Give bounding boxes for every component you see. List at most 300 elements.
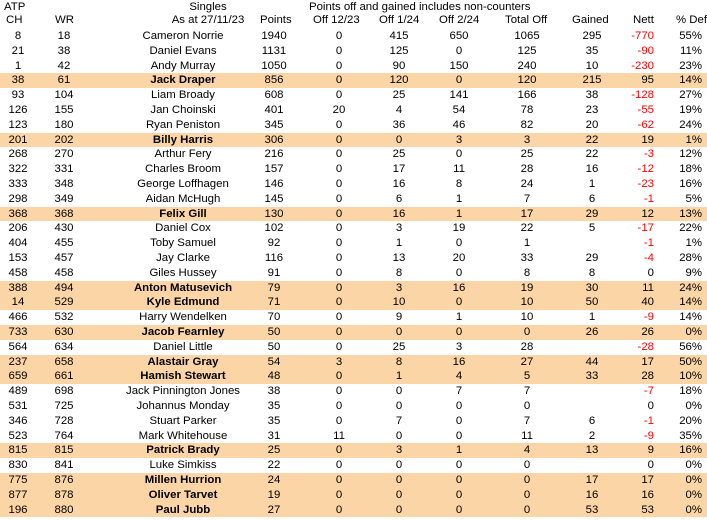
cell-off-1-24: 8 bbox=[395, 355, 403, 368]
cell-nett: 53 bbox=[641, 503, 654, 516]
cell-nett: -1 bbox=[643, 414, 654, 427]
cell-total-off: 17 bbox=[520, 207, 534, 220]
cell-nett: 26 bbox=[641, 326, 654, 338]
cell-total-off: 120 bbox=[517, 74, 537, 87]
cell-pct-def: 12% bbox=[679, 148, 702, 161]
cell-off-1-24: 3 bbox=[395, 281, 403, 294]
cell-gained: 30 bbox=[585, 281, 599, 294]
cell-nett: 0 bbox=[647, 266, 654, 279]
cell-off-1-24: 0 bbox=[395, 474, 403, 486]
table-row bbox=[0, 325, 707, 340]
cell-points: 38 bbox=[267, 385, 281, 398]
table-row bbox=[0, 177, 707, 192]
cell-gained bbox=[570, 384, 614, 399]
cell-pct-def: 14% bbox=[679, 311, 702, 324]
table-row bbox=[0, 88, 707, 103]
header-off-1-24: Off 1/24 bbox=[379, 14, 420, 26]
cell-wr: 698 bbox=[54, 385, 74, 398]
cell-off-12-23: 0 bbox=[335, 237, 343, 250]
cell-ch: 815 bbox=[8, 444, 28, 457]
cell-gained: 20 bbox=[585, 118, 599, 131]
cell-gained: 10 bbox=[585, 59, 599, 72]
cell-total-off: 10 bbox=[520, 311, 534, 324]
cell-off-2-24: 0 bbox=[455, 326, 463, 338]
cell-off-2-24: 19 bbox=[452, 222, 466, 235]
cell-player-name: Charles Broom bbox=[145, 163, 221, 176]
cell-pct-def: 18% bbox=[679, 163, 702, 176]
cell-gained: 29 bbox=[585, 207, 599, 220]
cell-off-2-24: 141 bbox=[449, 89, 469, 102]
cell-off-12-23: 0 bbox=[335, 118, 343, 131]
cell-wr: 349 bbox=[54, 192, 74, 205]
cell-gained: 17 bbox=[585, 474, 599, 486]
header-off-2-24: Off 2/24 bbox=[439, 14, 480, 26]
cell-off-12-23: 0 bbox=[335, 326, 343, 338]
cell-off-12-23: 0 bbox=[335, 296, 343, 309]
cell-off-12-23: 0 bbox=[335, 459, 343, 472]
cell-off-12-23: 0 bbox=[335, 414, 343, 427]
cell-player-name: Daniel Evans bbox=[149, 44, 217, 57]
table-row bbox=[0, 44, 707, 59]
cell-off-12-23: 0 bbox=[335, 311, 343, 324]
cell-off-1-24: 16 bbox=[392, 207, 406, 220]
cell-player-name: Aidan McHugh bbox=[145, 192, 221, 205]
cell-gained: 6 bbox=[588, 414, 596, 427]
cell-nett: 95 bbox=[641, 74, 654, 87]
cell-wr: 634 bbox=[54, 340, 74, 353]
header-off-12-23: Off 12/23 bbox=[313, 14, 360, 26]
cell-player-name: Andy Murray bbox=[150, 59, 216, 72]
cell-off-12-23: 0 bbox=[335, 222, 343, 235]
cell-wr: 532 bbox=[54, 311, 74, 324]
cell-off-12-23: 0 bbox=[335, 503, 343, 516]
table-row bbox=[0, 29, 707, 44]
cell-gained bbox=[570, 399, 614, 414]
cell-total-off: 0 bbox=[523, 459, 531, 472]
cell-off-2-24: 1 bbox=[455, 311, 463, 324]
cell-points: 608 bbox=[264, 89, 284, 102]
cell-nett: -7 bbox=[643, 385, 654, 398]
cell-off-2-24: 16 bbox=[452, 355, 466, 368]
header-as-at: As at 27/11/23 bbox=[171, 14, 245, 26]
cell-pct-def: 35% bbox=[679, 429, 702, 442]
table-row bbox=[0, 355, 707, 370]
table-row bbox=[0, 429, 707, 444]
cell-total-off: 33 bbox=[520, 252, 534, 264]
cell-off-12-23: 0 bbox=[335, 400, 343, 412]
cell-off-2-24: 150 bbox=[449, 59, 469, 72]
cell-wr: 725 bbox=[54, 400, 74, 412]
cell-off-1-24: 4 bbox=[395, 104, 403, 116]
cell-ch: 346 bbox=[8, 414, 28, 427]
table-row bbox=[0, 340, 707, 355]
cell-pct-def: 0% bbox=[685, 400, 702, 412]
cell-off-1-24: 0 bbox=[395, 133, 403, 146]
cell-nett: -3 bbox=[643, 148, 654, 161]
cell-total-off: 125 bbox=[517, 44, 537, 57]
cell-pct-def: 20% bbox=[679, 414, 702, 427]
cell-points: 92 bbox=[267, 237, 281, 250]
cell-off-1-24: 120 bbox=[389, 74, 409, 87]
cell-off-12-23: 0 bbox=[335, 266, 343, 279]
cell-off-1-24: 1 bbox=[395, 370, 403, 383]
cell-off-2-24: 0 bbox=[455, 44, 463, 57]
table-row bbox=[0, 251, 707, 266]
cell-ch: 333 bbox=[8, 178, 28, 190]
cell-gained: 1 bbox=[588, 311, 596, 324]
header-nett: Nett bbox=[633, 14, 654, 26]
cell-points: 31 bbox=[267, 429, 281, 442]
cell-off-2-24: 54 bbox=[452, 104, 466, 116]
cell-total-off: 22 bbox=[520, 222, 534, 235]
cell-total-off: 10 bbox=[520, 296, 534, 309]
table-row bbox=[0, 384, 707, 399]
header-ch: CH bbox=[6, 14, 23, 26]
cell-player-name: Stuart Parker bbox=[149, 414, 217, 427]
cell-ch: 38 bbox=[11, 74, 25, 87]
cell-gained: 13 bbox=[585, 444, 599, 457]
cell-gained: 29 bbox=[585, 252, 599, 264]
cell-player-name: Patrick Brady bbox=[146, 444, 220, 457]
cell-points: 130 bbox=[264, 207, 284, 220]
cell-off-2-24: 16 bbox=[452, 281, 466, 294]
cell-total-off: 27 bbox=[520, 355, 534, 368]
cell-gained: 22 bbox=[585, 133, 599, 146]
cell-off-12-23: 0 bbox=[335, 163, 343, 176]
table-row bbox=[0, 59, 707, 74]
cell-off-12-23: 0 bbox=[335, 488, 343, 501]
cell-off-1-24: 3 bbox=[395, 444, 403, 457]
cell-player-name: Toby Samuel bbox=[150, 237, 216, 250]
cell-off-2-24: 0 bbox=[455, 474, 463, 486]
cell-points: 1050 bbox=[261, 59, 287, 72]
cell-ch: 201 bbox=[8, 133, 28, 146]
header-points: Points bbox=[260, 14, 292, 26]
cell-player-name: Luke Simkiss bbox=[149, 459, 217, 472]
cell-player-name: Arthur Fery bbox=[154, 148, 212, 161]
table-row bbox=[0, 281, 707, 296]
cell-total-off: 82 bbox=[520, 118, 534, 131]
cell-player-name: Liam Broady bbox=[151, 89, 215, 102]
cell-points: 22 bbox=[267, 459, 281, 472]
cell-points: 35 bbox=[267, 400, 281, 412]
cell-ch: 21 bbox=[11, 44, 25, 57]
cell-total-off: 166 bbox=[517, 89, 537, 102]
table-row bbox=[0, 133, 707, 148]
cell-nett: -90 bbox=[637, 44, 654, 57]
cell-player-name: Jack Draper bbox=[150, 74, 216, 87]
cell-pct-def: 1% bbox=[685, 237, 702, 250]
table-row bbox=[0, 162, 707, 177]
cell-off-2-24: 0 bbox=[455, 237, 463, 250]
cell-off-1-24: 1 bbox=[395, 237, 403, 250]
cell-off-1-24: 13 bbox=[392, 252, 406, 264]
cell-off-2-24: 8 bbox=[455, 178, 463, 190]
cell-ch: 466 bbox=[8, 311, 28, 324]
cell-total-off: 25 bbox=[520, 148, 534, 161]
cell-off-12-23: 0 bbox=[335, 281, 343, 294]
cell-off-1-24: 6 bbox=[395, 192, 403, 205]
cell-gained: 215 bbox=[582, 74, 602, 87]
cell-pct-def: 13% bbox=[679, 207, 702, 220]
cell-pct-def: 16% bbox=[679, 444, 702, 457]
cell-pct-def: 50% bbox=[679, 355, 702, 368]
cell-pct-def: 23% bbox=[679, 59, 702, 72]
table-row bbox=[0, 266, 707, 281]
cell-wr: 430 bbox=[54, 222, 74, 235]
cell-wr: 368 bbox=[54, 207, 74, 220]
cell-total-off: 5 bbox=[523, 370, 531, 383]
cell-off-2-24: 1 bbox=[455, 444, 463, 457]
cell-total-off: 0 bbox=[523, 474, 531, 486]
cell-total-off: 24 bbox=[520, 178, 534, 190]
header-pct-def: % Def bbox=[676, 14, 707, 26]
cell-off-1-24: 25 bbox=[392, 89, 406, 102]
cell-wr: 18 bbox=[57, 30, 71, 42]
cell-wr: 61 bbox=[57, 74, 71, 87]
cell-gained: 16 bbox=[585, 163, 599, 176]
table-row bbox=[0, 503, 707, 518]
cell-total-off: 28 bbox=[520, 163, 534, 176]
cell-gained: 16 bbox=[585, 488, 599, 501]
cell-nett: -62 bbox=[637, 118, 654, 131]
cell-off-12-23: 0 bbox=[335, 74, 343, 87]
cell-ch: 388 bbox=[8, 281, 28, 294]
cell-total-off: 0 bbox=[523, 400, 531, 412]
cell-wr: 494 bbox=[54, 281, 74, 294]
cell-wr: 455 bbox=[54, 237, 74, 250]
cell-pct-def: 0% bbox=[685, 488, 702, 501]
cell-off-12-23: 0 bbox=[335, 370, 343, 383]
cell-ch: 93 bbox=[11, 89, 25, 102]
cell-ch: 14 bbox=[11, 296, 25, 309]
cell-off-2-24: 0 bbox=[455, 414, 463, 427]
cell-off-2-24: 0 bbox=[455, 400, 463, 412]
cell-gained: 33 bbox=[585, 370, 599, 383]
cell-pct-def: 0% bbox=[685, 326, 702, 338]
cell-off-1-24: 0 bbox=[395, 429, 403, 442]
cell-nett: 17 bbox=[641, 474, 654, 486]
cell-off-2-24: 3 bbox=[455, 340, 463, 353]
cell-wr: 38 bbox=[57, 44, 71, 57]
cell-ch: 298 bbox=[8, 192, 28, 205]
cell-nett: -9 bbox=[643, 429, 654, 442]
header-atp: ATP bbox=[4, 1, 26, 13]
table-row bbox=[0, 458, 707, 473]
cell-player-name: Jay Clarke bbox=[156, 252, 210, 264]
cell-ch: 877 bbox=[8, 488, 28, 501]
cell-off-2-24: 20 bbox=[452, 252, 466, 264]
cell-player-name: Oliver Tarvet bbox=[148, 488, 218, 501]
cell-off-1-24: 17 bbox=[392, 163, 406, 176]
cell-off-1-24: 90 bbox=[392, 59, 406, 72]
cell-points: 71 bbox=[267, 296, 281, 309]
cell-ch: 153 bbox=[8, 252, 28, 264]
cell-points: 1131 bbox=[261, 44, 287, 57]
table-row bbox=[0, 473, 707, 488]
cell-off-12-23: 0 bbox=[335, 444, 343, 457]
cell-wr: 764 bbox=[54, 429, 74, 442]
cell-off-12-23: 0 bbox=[335, 207, 343, 220]
cell-off-1-24: 9 bbox=[395, 311, 403, 324]
table-row bbox=[0, 236, 707, 251]
cell-off-12-23: 0 bbox=[335, 474, 343, 486]
table-row bbox=[0, 414, 707, 429]
table-row bbox=[0, 103, 707, 118]
cell-off-12-23: 0 bbox=[335, 148, 343, 161]
cell-nett: -17 bbox=[637, 222, 654, 235]
cell-total-off: 7 bbox=[523, 385, 531, 398]
cell-off-12-23: 0 bbox=[335, 385, 343, 398]
cell-player-name: Harry Wendelken bbox=[139, 311, 227, 324]
cell-ch: 531 bbox=[8, 400, 28, 412]
cell-off-12-23: 0 bbox=[335, 192, 343, 205]
cell-points: 401 bbox=[264, 104, 284, 116]
cell-off-2-24: 7 bbox=[455, 385, 463, 398]
cell-off-1-24: 125 bbox=[389, 44, 409, 57]
cell-wr: 815 bbox=[54, 444, 74, 457]
cell-off-1-24: 0 bbox=[395, 326, 403, 338]
cell-total-off: 28 bbox=[520, 340, 534, 353]
cell-nett: -9 bbox=[643, 311, 654, 324]
cell-wr: 661 bbox=[54, 370, 74, 383]
cell-total-off: 3 bbox=[523, 133, 531, 146]
cell-gained: 44 bbox=[585, 355, 599, 368]
cell-pct-def: 0% bbox=[685, 503, 702, 516]
cell-off-2-24: 0 bbox=[455, 148, 463, 161]
cell-ch: 458 bbox=[8, 266, 28, 279]
cell-off-1-24: 0 bbox=[395, 385, 403, 398]
cell-nett: -230 bbox=[631, 59, 654, 72]
cell-nett: -1 bbox=[643, 237, 654, 250]
cell-points: 50 bbox=[267, 326, 281, 338]
cell-off-12-23: 20 bbox=[332, 104, 346, 116]
cell-wr: 180 bbox=[54, 118, 74, 131]
cell-total-off: 4 bbox=[523, 444, 531, 457]
cell-wr: 155 bbox=[54, 104, 74, 116]
cell-wr: 841 bbox=[54, 459, 74, 472]
cell-off-1-24: 16 bbox=[392, 178, 406, 190]
table-row bbox=[0, 399, 707, 414]
cell-nett: -28 bbox=[637, 340, 654, 353]
header-row-2 bbox=[0, 13, 707, 28]
cell-player-name: Cameron Norrie bbox=[142, 30, 224, 42]
cell-total-off: 0 bbox=[523, 488, 531, 501]
cell-total-off: 78 bbox=[520, 104, 534, 116]
cell-nett: 28 bbox=[641, 370, 654, 383]
cell-nett: -23 bbox=[637, 178, 654, 190]
cell-points: 24 bbox=[267, 474, 281, 486]
cell-player-name: Felix Gill bbox=[159, 207, 207, 220]
header-gained: Gained bbox=[572, 14, 609, 26]
table-row bbox=[0, 310, 707, 325]
cell-pct-def: 19% bbox=[679, 104, 702, 116]
cell-nett: -770 bbox=[631, 30, 654, 42]
cell-off-12-23: 0 bbox=[335, 340, 343, 353]
cell-off-1-24: 36 bbox=[392, 118, 406, 131]
cell-total-off: 0 bbox=[523, 503, 531, 516]
cell-ch: 659 bbox=[8, 370, 28, 383]
cell-gained: 8 bbox=[588, 266, 596, 279]
cell-player-name: Paul Jubb bbox=[155, 503, 211, 516]
cell-player-name: Jan Choinski bbox=[150, 104, 216, 116]
cell-ch: 196 bbox=[8, 503, 28, 516]
cell-gained: 50 bbox=[585, 296, 599, 309]
cell-player-name: Ryan Peniston bbox=[145, 118, 221, 131]
cell-off-2-24: 3 bbox=[455, 133, 463, 146]
cell-off-2-24: 46 bbox=[452, 118, 466, 131]
cell-player-name: Johannus Monday bbox=[136, 400, 230, 412]
table-row bbox=[0, 207, 707, 222]
cell-wr: 630 bbox=[54, 326, 74, 338]
cell-nett: 16 bbox=[641, 488, 654, 501]
cell-off-2-24: 4 bbox=[455, 370, 463, 383]
cell-off-1-24: 8 bbox=[395, 266, 403, 279]
cell-points: 1940 bbox=[261, 30, 287, 42]
cell-pct-def: 0% bbox=[685, 459, 702, 472]
cell-off-2-24: 11 bbox=[453, 163, 465, 176]
cell-off-2-24: 0 bbox=[455, 503, 463, 516]
cell-ch: 489 bbox=[8, 385, 28, 398]
cell-pct-def: 18% bbox=[679, 385, 702, 398]
cell-player-name: Anton Matusevich bbox=[133, 281, 233, 294]
cell-player-name: Hamish Stewart bbox=[140, 370, 226, 383]
cell-ch: 268 bbox=[8, 148, 28, 161]
cell-total-off: 7 bbox=[523, 414, 531, 427]
cell-points: 157 bbox=[264, 163, 284, 176]
cell-pct-def: 5% bbox=[685, 192, 702, 205]
cell-nett: 0 bbox=[647, 400, 654, 412]
cell-nett: 9 bbox=[647, 444, 654, 457]
cell-points: 19 bbox=[267, 488, 281, 501]
header-total-off: Total Off bbox=[505, 14, 548, 26]
cell-pct-def: 10% bbox=[679, 370, 702, 383]
cell-total-off: 240 bbox=[517, 59, 537, 72]
cell-player-name: George Loffhagen bbox=[137, 178, 229, 190]
cell-player-name: Daniel Cox bbox=[155, 222, 211, 235]
cell-gained: 35 bbox=[585, 44, 599, 57]
cell-off-12-23: 3 bbox=[335, 355, 343, 368]
cell-wr: 878 bbox=[54, 488, 74, 501]
cell-off-2-24: 0 bbox=[455, 429, 463, 442]
cell-points: 27 bbox=[267, 503, 281, 516]
table-row bbox=[0, 192, 707, 207]
cell-total-off: 0 bbox=[523, 326, 531, 338]
cell-nett: 40 bbox=[641, 296, 654, 309]
cell-points: 70 bbox=[267, 311, 281, 324]
cell-off-1-24: 0 bbox=[395, 503, 403, 516]
table-row bbox=[0, 147, 707, 162]
cell-wr: 104 bbox=[54, 89, 74, 102]
cell-off-12-23: 0 bbox=[335, 59, 343, 72]
cell-gained bbox=[570, 458, 614, 473]
cell-off-1-24: 25 bbox=[392, 340, 406, 353]
cell-gained: 2 bbox=[588, 429, 596, 442]
cell-off-12-23: 0 bbox=[335, 89, 343, 102]
table-row bbox=[0, 369, 707, 384]
cell-pct-def: 28% bbox=[679, 252, 702, 264]
cell-wr: 658 bbox=[54, 355, 74, 368]
cell-wr: 42 bbox=[57, 59, 71, 72]
header-note: Points off and gained includes non-counters bbox=[309, 1, 531, 13]
cell-nett: -128 bbox=[631, 89, 654, 102]
cell-off-1-24: 0 bbox=[395, 459, 403, 472]
cell-gained: 26 bbox=[585, 326, 599, 338]
cell-player-name: Billy Harris bbox=[152, 133, 214, 146]
cell-player-name: Giles Hussey bbox=[149, 266, 217, 279]
cell-points: 48 bbox=[267, 370, 281, 383]
cell-wr: 270 bbox=[54, 148, 74, 161]
